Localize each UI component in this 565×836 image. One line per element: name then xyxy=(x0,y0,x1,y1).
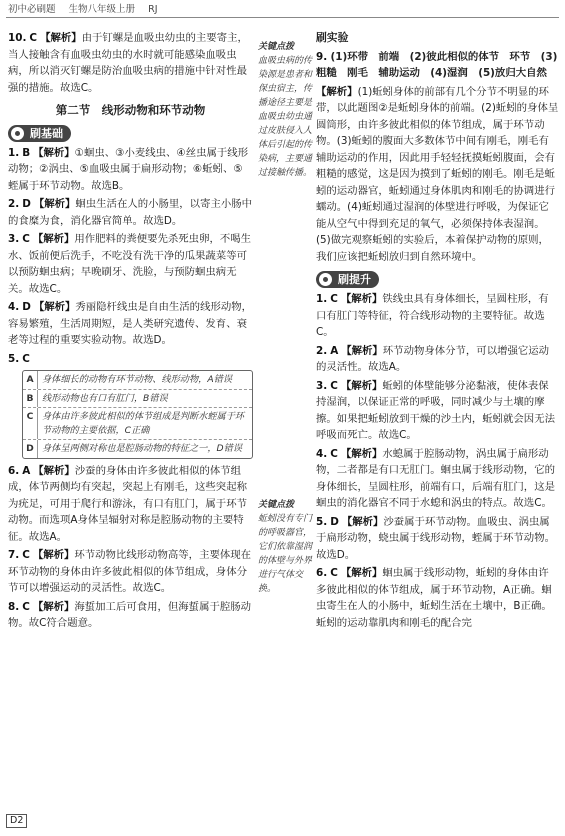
book-name: 初中必刷题 xyxy=(8,4,56,15)
analysis-tag: 【解析】 xyxy=(340,567,383,579)
option-explanation: 线形动物也有口有肛门，B错误 xyxy=(37,390,252,408)
answer-text: (1)环带 前端 (2)彼此相似的体节 环节 (3)粗糙 刚毛 辅助运动 (4)湿润 (5)放归大自然 xyxy=(316,50,558,79)
question-item xyxy=(8,231,253,297)
analysis-text: 铁线虫具有身体细长，呈圆柱形，有口有肛门等特征，符合线形动物的主要特征。故选C。 xyxy=(316,293,549,338)
question-number: 6. xyxy=(316,567,328,579)
key-point-1 xyxy=(258,40,313,180)
question-number: 5. xyxy=(8,352,20,365)
left-column xyxy=(8,30,253,634)
question-number: 5. xyxy=(316,515,328,528)
analysis-tag: 【解析】 xyxy=(340,447,383,460)
analysis-text: (1)蚯蚓身体的前部有几个分节不明显的环带，以此题图②是蚯蚓身体的前端。(2)蚯蚓的身体呈圆筒形，由许多彼此相似的体节组成，属于环节动物。(3)蚯蚓的腹面大多数体节中间有刚毛，刚毛有辅助运动的作用，因此用手轻轻抚摸蚯蚓腹面，会有粗糙的感觉，这是因为摸到了蚯蚓的刚毛。刚毛是蚯蚓的运动器官，蚯蚓通过身体肌肉和刚毛的协调进行蠕动。(4)蚯蚓通过湿润的体壁进行呼吸，为保证它能从空气中得到充足的氧气，必须保持体表湿润。(5)做完观察蚯蚓的实验后，本着保护动物的原则，我们应该把蚯蚓放归到自然环境中。 xyxy=(316,85,559,263)
question-item xyxy=(316,343,559,376)
left-question-list-2 xyxy=(8,463,253,632)
analysis-tag: 【解析】 xyxy=(33,464,75,477)
answer-letter: D xyxy=(22,198,31,210)
answer-letter: C xyxy=(330,447,338,460)
option-explanation: 身体呈两侧对称也是腔肠动物的特征之一，D错误 xyxy=(37,440,252,458)
question-item xyxy=(8,299,253,349)
key-point-text: 蚯蚓没有专门的呼吸器官，它们依靠湿润的体壁与外界进行气体交换。 xyxy=(258,514,313,594)
answer-letter: A xyxy=(330,344,339,357)
question-number: 3. xyxy=(8,233,20,245)
analysis-tag: 【解析】 xyxy=(316,85,358,98)
key-point-2 xyxy=(258,498,313,596)
question-item xyxy=(8,547,253,597)
analysis-tag: 【解析】 xyxy=(32,233,75,245)
question-9-analysis xyxy=(316,84,559,266)
answer-letter: C xyxy=(330,293,338,305)
question-item xyxy=(8,145,253,195)
analysis-text: 环节动物比线形动物高等，主要体现在环节动物的身体由许多彼此相似的体节组成，身体分节可以增强运动的灵活性。故选C。 xyxy=(8,549,252,594)
analysis-tag: 【解析】 xyxy=(33,146,75,159)
question-number: 2. xyxy=(316,344,328,357)
analysis-tag: 【解析】 xyxy=(33,198,76,210)
question-number: 2. xyxy=(8,198,20,210)
answer-table-row xyxy=(23,440,252,458)
answer-letter: C xyxy=(22,352,30,365)
analysis-tag: 【解析】 xyxy=(32,600,75,613)
question-item xyxy=(8,463,253,546)
section-title: 第二节 线形动物和环节动物 xyxy=(55,103,206,117)
analysis-text: 沙蚕属于环节动物。血吸虫、涡虫属于扁形动物，蛲虫属于线形动物，蛭属于环节动物。故选D。 xyxy=(316,515,555,561)
question-number: 1. xyxy=(316,293,328,305)
left-question-list xyxy=(8,145,253,368)
question-item xyxy=(316,378,559,444)
analysis-text: 环节动物身体分节，可以增强它运动的灵活性。故选A。 xyxy=(316,344,550,373)
answer-table-row xyxy=(23,408,252,440)
question-item xyxy=(8,196,253,229)
analysis-tag: 【解析】 xyxy=(40,32,82,44)
question-number: 7. xyxy=(8,549,20,561)
right-column xyxy=(316,30,559,633)
question-number: 8. xyxy=(8,600,20,613)
answer-letter: C xyxy=(29,32,38,44)
question-number: 10. xyxy=(8,32,27,44)
question-10 xyxy=(8,30,253,96)
question-9 xyxy=(316,49,559,82)
analysis-tag: 【解析】 xyxy=(340,379,383,392)
question-item xyxy=(316,514,559,564)
answer-letter: B xyxy=(22,146,31,159)
analysis-text: ①蛔虫、③小麦线虫、④丝虫属于线形动物；②涡虫、⑤血吸虫属于扁形动物；⑥蚯蚓、⑤蛭属于环节动物。故选B。 xyxy=(8,146,249,192)
analysis-text: 水螅属于腔肠动物，涡虫属于扁形动物，二者都是有口无肛门。蛔虫属于线形动物，它的身体细长，呈圆柱形，前端有口，后端有肛门，这是蛔虫的消化器官不同于水螅和涡虫的特点。故选C。 xyxy=(316,447,555,509)
option-label: D xyxy=(26,443,34,454)
analysis-tag: 【解析】 xyxy=(340,293,383,305)
question-number: 6. xyxy=(8,464,20,477)
analysis-tag: 【解析】 xyxy=(341,344,383,357)
badge-improve: 刷提升 xyxy=(316,271,379,288)
key-point-title: 关键点拨 xyxy=(258,500,295,510)
answer-letter: A xyxy=(22,464,31,477)
question-item xyxy=(8,351,253,368)
answer-table-row xyxy=(23,371,252,390)
answer-letter: C xyxy=(22,233,30,245)
option-label: B xyxy=(26,392,34,404)
analysis-tag: 【解析】 xyxy=(341,515,384,528)
question-item xyxy=(316,565,559,631)
key-point-title: 关键点拨 xyxy=(258,42,295,52)
question-item xyxy=(316,291,559,341)
question-number: 3. xyxy=(316,379,328,392)
badge-basic: 刷基础 xyxy=(8,125,71,142)
option-explanation: 身体细长的动物有环节动物、线形动物，A错误 xyxy=(37,371,252,389)
analysis-text: 秀丽隐杆线虫是自由生活的线形动物，容易繁殖，生活周期短，是人类研究遗传、发育、衰老等过程的重要实验动物。故选D。 xyxy=(8,301,253,346)
book-edition: RJ xyxy=(148,4,158,15)
analysis-tag: 【解析】 xyxy=(33,301,76,313)
question-item xyxy=(316,446,559,512)
answer-letter: C xyxy=(22,600,30,613)
key-point-text: 血吸虫病的传染源是患者和保虫宿主，传播途径主要是血吸虫幼虫通过皮肤侵入人体后引起的传染病，主要通过接触传播。 xyxy=(258,56,313,178)
analysis-text: 蛔虫属于线形动物，蚯蚓的身体由许多彼此相似的体节组成，属于环节动物，A正确。蛔虫寄生在人的小肠中，蚯蚓生活在土壤中，B正确。蚯蚓的运动靠肌肉和刚毛的配合完 xyxy=(316,567,552,629)
analysis-text: 沙蚕的身体由许多彼此相似的体节组成，体节两侧均有突起，突起上有刚毛，这些突起称为疣足，可用于爬行和游泳，有口有肛门，属于环节动物。而选项A身体呈辐射对称是腔肠动物的主要特征。故选A。 xyxy=(8,464,247,543)
question-item xyxy=(8,599,253,632)
question-number: 4. xyxy=(8,301,20,313)
book-subject: 生物八年级上册 xyxy=(68,4,136,15)
analysis-text: 由于钉螺是血吸虫幼虫的主要寄主，当人接触含有血吸虫幼虫的水时就可能感染血吸虫病，所以消灭钉螺是防治血吸虫病的措施中针对性最强的措施。故选C。 xyxy=(8,32,248,94)
analysis-tag: 【解析】 xyxy=(32,549,75,561)
analysis-text: 蛔虫生活在人的小肠里，以寄主小肠中的食糜为食，消化器官简单。故选D。 xyxy=(8,198,253,227)
option-explanation: 身体由许多彼此相似的体节组成是判断水蛭属于环节动物的主要依据，C正确 xyxy=(37,408,252,439)
analysis-text: 用作肥料的粪便要先杀死虫卵，不喝生水、饭前便后洗手，不吃没有洗干净的瓜果蔬菜等可以预防蛔虫病；早晚刷牙、洗脸，与预防蛔虫病无关。故选C。 xyxy=(8,233,252,295)
analysis-text: 蚯蚓的体壁能够分泌黏液，使体表保持湿润，以保证正常的呼吸，同时减少与土壤的摩擦。如果把蚯蚓放到干燥的沙土内，蚯蚓就会因无法呼吸而死亡。故选C。 xyxy=(316,379,555,441)
answer-table-row xyxy=(23,390,252,409)
analysis-text: 海蜇加工后可食用，但海蜇属于腔肠动物。故C符合题意。 xyxy=(8,600,252,629)
question-number: 4. xyxy=(316,447,328,460)
right-question-list xyxy=(316,291,559,631)
option-label: C xyxy=(26,411,34,422)
answer-letter: C xyxy=(330,567,338,579)
lab-title: 刷实验 xyxy=(316,31,349,44)
answer-letter: D xyxy=(330,515,339,528)
answer-table xyxy=(22,370,253,459)
answer-letter: D xyxy=(22,301,31,313)
option-label: A xyxy=(26,374,34,385)
answer-letter: C xyxy=(330,379,338,392)
question-number: 1. xyxy=(8,146,20,159)
answer-letter: C xyxy=(22,549,30,561)
question-number: 9. xyxy=(316,50,328,63)
page-number: D2 xyxy=(6,814,27,828)
header-rule xyxy=(6,17,559,18)
